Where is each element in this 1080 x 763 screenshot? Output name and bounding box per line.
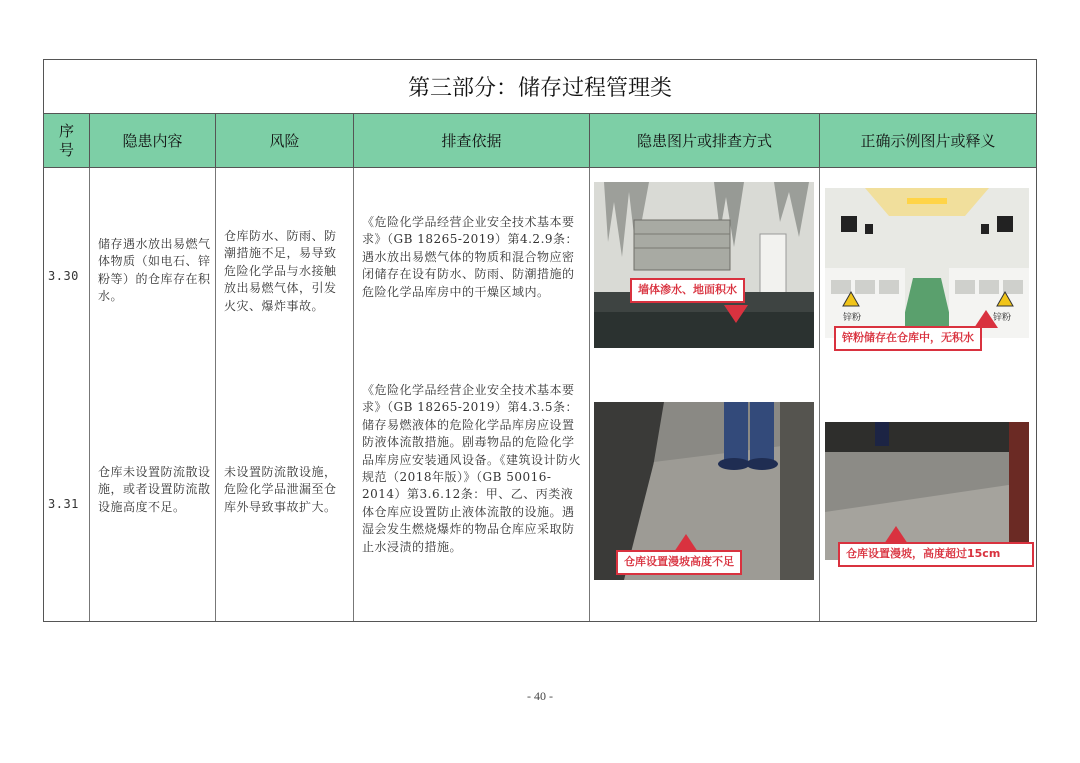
correct-callout: 锌粉储存在仓库中，无积水 — [834, 326, 982, 351]
basis-text: 《危险化学品经营企业安全技术基本要求》（GB 18265-2019）第4.2.9条：遇水放出易燃气体的物质和混合物应密闭储存在设有防水、防雨、防潮措施的危险化学品库房中的干燥区域内。 — [362, 215, 579, 299]
header-hazard-image: 隐患图片或排查方式 — [590, 114, 820, 167]
column-divider — [215, 168, 216, 621]
hazard-photo-warehouse-seepage — [594, 182, 814, 348]
header-seq: 序 号 — [44, 114, 90, 167]
header-risk: 风险 — [216, 114, 354, 167]
hazard-callout: 仓库设置漫坡高度不足 — [616, 550, 742, 575]
correct-photo-zinc-storage — [825, 188, 1029, 338]
hazard-content: 储存遇水放出易燃气体物质（如电石、锌粉等）的仓库存在积水。 — [98, 237, 211, 304]
header-basis: 排查依据 — [354, 114, 590, 167]
hazard-table — [43, 59, 1037, 622]
basis-text: 《危险化学品经营企业安全技术基本要求》（GB 18265-2019）第4.3.5条：储存易燃液体的危险化学品库房应设置防液体流散措施。剧毒物品的危险化学品库房应安装通风设备。《建筑设计防火规范（2018年版）》（GB 50016-2014）第3.6.12条：甲、乙、丙类液体仓库应设置防止液体流散的设施。遇湿会发生燃烧爆炸的物品仓库应采取防止水浸渍的措施。 — [362, 383, 582, 554]
header-content: 隐患内容 — [90, 114, 216, 167]
row-number: 3.30 — [48, 269, 79, 283]
hazard-content: 仓库未设置防流散设施，或者设置防流散设施高度不足。 — [98, 465, 211, 514]
risk-text: 未设置防流散设施，危险化学品泄漏至仓库外导致事故扩大。 — [224, 465, 337, 514]
bag-label: 锌粉 — [993, 313, 1012, 323]
page-number: - 40 - — [527, 689, 553, 703]
section-title: 第三部分：储存过程管理类 — [44, 60, 1036, 114]
correct-callout: 仓库设置漫坡，高度超过15cm — [838, 542, 1034, 567]
row-number: 3.31 — [48, 497, 79, 511]
risk-text: 仓库防水、防雨、防潮措施不足，易导致危险化学品与水接触放出易燃气体，引发火灾、爆炸事故。 — [224, 229, 337, 313]
callout-pointer — [884, 526, 908, 544]
column-divider — [353, 168, 354, 621]
column-divider — [589, 168, 590, 621]
callout-pointer — [724, 305, 748, 323]
table-header — [44, 114, 1036, 168]
correct-photo-berm-over-15cm — [825, 422, 1029, 560]
column-divider — [89, 168, 90, 621]
bag-label: 锌粉 — [843, 313, 862, 323]
callout-pointer — [674, 534, 698, 552]
header-correct-example: 正确示例图片或释义 — [860, 132, 996, 150]
column-divider — [819, 168, 820, 621]
callout-pointer — [974, 310, 998, 328]
hazard-callout: 墙体渗水、地面积水 — [630, 278, 745, 303]
